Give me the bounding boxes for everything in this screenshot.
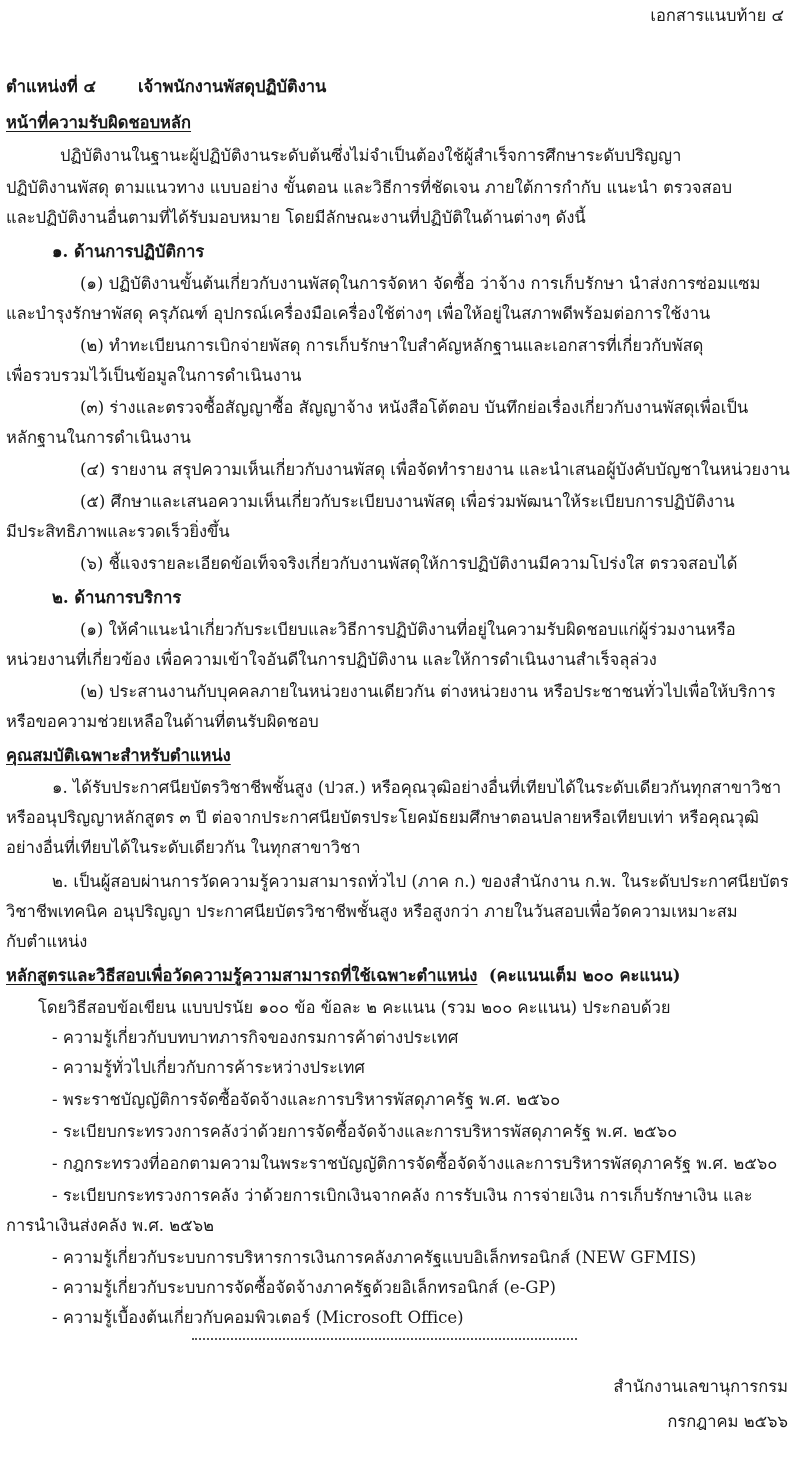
operations-item: มีประสิทธิภาพและรวดเร็วยิ่งขึ้น: [6, 522, 230, 541]
operations-item: (๒) ทำทะเบียนการเบิกจ่ายพัสดุ การเก็บรักษาใบสำคัญหลักฐานและเอกสารที่เกี่ยวกับพัสดุ: [80, 336, 704, 355]
services-item: (๑) ให้คำแนะนำเกี่ยวกับระเบียบและวิธีการปฏิบัติงานที่อยู่ในความรับผิดชอบแก่ผู้ร่วมงานหรือ: [80, 620, 736, 639]
exam-topic: - พระราชบัญญัติการจัดซื้อจัดจ้างและการบริหารพัสดุภาครัฐ พ.ศ. ๒๕๖๐: [52, 1090, 561, 1109]
exam-topic: - ระเบียบกระทรวงการคลังว่าด้วยการจัดซื้อจัดจ้างและการบริหารพัสดุภาครัฐ พ.ศ. ๒๕๖๐: [52, 1122, 678, 1141]
exam-heading-text: หลักสูตรและวิธีสอบเพื่อวัดความรู้ความสามารถที่ใช้เฉพาะตำแหน่ง: [6, 966, 478, 985]
exam-topic: - ความรู้เกี่ยวกับระบบการจัดซื้อจัดจ้างภาครัฐด้วยอิเล็กทรอนิกส์ (e-GP): [52, 1278, 556, 1297]
exam-topic: - ความรู้ทั่วไปเกี่ยวกับการค้าระหว่างประเทศ: [52, 1058, 365, 1077]
duties-intro-line: ปฏิบัติงานในฐานะผู้ปฏิบัติงานระดับต้นซึ่งไม่จำเป็นต้องใช้ผู้สำเร็จการศึกษาระดับปริญญา: [60, 146, 682, 165]
operations-item: (๔) รายงาน สรุปความเห็นเกี่ยวกับงานพัสดุ เพื่อจัดทำรายงาน และนำเสนอผู้บังคับบัญชาในหน่วยงาน: [80, 460, 790, 479]
qualification-item: หรืออนุปริญญาหลักสูตร ๓ ปี ต่อจากประกาศนียบัตรประโยคมัธยมศึกษาตอนปลายหรือเทียบเท่า หรือคุณวุฒิ: [6, 808, 759, 827]
duties-heading: หน้าที่ความรับผิดชอบหลัก: [6, 113, 192, 132]
exam-full-score: (คะแนนเต็ม ๒๐๐ คะแนน): [488, 966, 681, 985]
qualification-item: ๒. เป็นผู้สอบผ่านการวัดความรู้ความสามารถทั่วไป (ภาค ก.) ของสำนักงาน ก.พ. ในระดับประกาศนียบัตร: [52, 872, 789, 891]
qualification-item: อย่างอื่นที่เทียบได้ในระดับเดียวกัน ในทุกสาขาวิชา: [6, 838, 361, 857]
dotted-divider: [192, 1338, 577, 1340]
exam-method: โดยวิธีสอบข้อเขียน แบบปรนัย ๑๐๐ ข้อ ข้อละ ๒ คะแนน (รวม ๒๐๐ คะแนน) ประกอบด้วย: [38, 998, 671, 1017]
duties-intro-line: ปฏิบัติงานพัสดุ ตามแนวทาง แบบอย่าง ขั้นตอน และวิธีการที่ชัดเจน ภายใต้การกำกับ แนะนำ ตรวจสอบ: [6, 178, 733, 197]
qualification-item: วิชาชีพเทคนิค อนุปริญญา ประกาศนียบัตรวิชาชีพชั้นสูง หรือสูงกว่า ภายในวันสอบเพื่อวัดความเหมาะสม: [6, 902, 738, 921]
qualification-item: ๑. ได้รับประกาศนียบัตรวิชาชีพชั้นสูง (ปวส.) หรือคุณวุฒิอย่างอื่นที่เทียบได้ในระดับเดียวกันทุกสาขาวิชา: [52, 778, 782, 797]
operations-item: (๖) ชี้แจงรายละเอียดข้อเท็จจริงเกี่ยวกับงานพัสดุให้การปฏิบัติงานมีความโปร่งใส ตรวจสอบได้: [80, 554, 738, 573]
operations-item: หลักฐานในการดำเนินงาน: [6, 428, 191, 447]
qualifications-heading: คุณสมบัติเฉพาะสำหรับตำแหน่ง: [6, 746, 231, 765]
qualification-item: กับตำแหน่ง: [6, 932, 88, 951]
services-item: หรือขอความช่วยเหลือในด้านที่ตนรับผิดชอบ: [6, 712, 319, 731]
services-item: (๒) ประสานงานกับบุคคลภายในหน่วยงานเดียวกัน ต่างหน่วยงาน หรือประชาชนทั่วไปเพื่อให้บริการ: [80, 682, 776, 701]
duties-intro-line: และปฏิบัติงานอื่นตามที่ได้รับมอบหมาย โดยมีลักษณะงานที่ปฏิบัติในด้านต่างๆ ดังนี้: [6, 208, 586, 227]
exam-topic: - ระเบียบกระทรวงการคลัง ว่าด้วยการเบิกเงินจากคลัง การรับเงิน การจ่ายเงิน การเก็บรักษาเงิน และ: [52, 1186, 753, 1205]
position-number: ตำแหน่งที่ ๔: [6, 77, 96, 96]
services-item: หน่วยงานที่เกี่ยวข้อง เพื่อความเข้าใจอันดีในการปฏิบัติงาน และให้การดำเนินงานสำเร็จลุล่วง: [6, 650, 657, 669]
operations-heading: ๑. ด้านการปฏิบัติการ: [52, 242, 205, 261]
operations-item: เพื่อรวบรวมไว้เป็นข้อมูลในการดำเนินงาน: [6, 366, 302, 385]
operations-item: (๑) ปฏิบัติงานขั้นต้นเกี่ยวกับงานพัสดุในการจัดหา จัดซื้อ ว่าจ้าง การเก็บรักษา นำส่งการซ่อมแซม: [80, 274, 761, 293]
position-title: เจ้าพนักงานพัสดุปฏิบัติงาน: [138, 77, 327, 96]
annex-label: เอกสารแนบท้าย ๔: [650, 6, 784, 25]
exam-topic: - ความรู้เกี่ยวกับบทบาทภารกิจของกรมการค้าต่างประเทศ: [52, 1028, 459, 1047]
exam-topic: การนำเงินส่งคลัง พ.ศ. ๒๕๖๒: [6, 1216, 215, 1235]
exam-topic: - ความรู้เกี่ยวกับระบบการบริหารการเงินการคลังภาครัฐแบบอิเล็กทรอนิกส์ (NEW GFMIS): [52, 1248, 697, 1267]
operations-item: (๕) ศึกษาและเสนอความเห็นเกี่ยวกับระเบียบงานพัสดุ เพื่อร่วมพัฒนาให้ระเบียบการปฏิบัติงาน: [80, 492, 735, 511]
operations-item: (๓) ร่างและตรวจซื้อสัญญาซื้อ สัญญาจ้าง หนังสือโต้ตอบ บันทึกย่อเรื่องเกี่ยวกับงานพัสดุเพื่อเป็น: [80, 398, 749, 417]
exam-topic: - ความรู้เบื้องต้นเกี่ยวกับคอมพิวเตอร์ (Microsoft Office): [52, 1308, 464, 1327]
operations-item: และบำรุงรักษาพัสดุ ครุภัณฑ์ อุปกรณ์เครื่องมือเครื่องใช้ต่างๆ เพื่อให้อยู่ในสภาพดีพร้อมต่อการใช้งาน: [6, 304, 711, 323]
exam-topic: - กฎกระทรวงที่ออกตามความในพระราชบัญญัติการจัดซื้อจัดจ้างและการบริหารพัสดุภาครัฐ พ.ศ. ๒๕๖๐: [52, 1154, 778, 1173]
services-heading: ๒. ด้านการบริการ: [52, 588, 182, 607]
signature-organization: สำนักงานเลขานุการกรม: [613, 1377, 788, 1396]
signature-date: กรกฎาคม ๒๕๖๖: [667, 1412, 788, 1431]
exam-heading: [6, 964, 680, 990]
